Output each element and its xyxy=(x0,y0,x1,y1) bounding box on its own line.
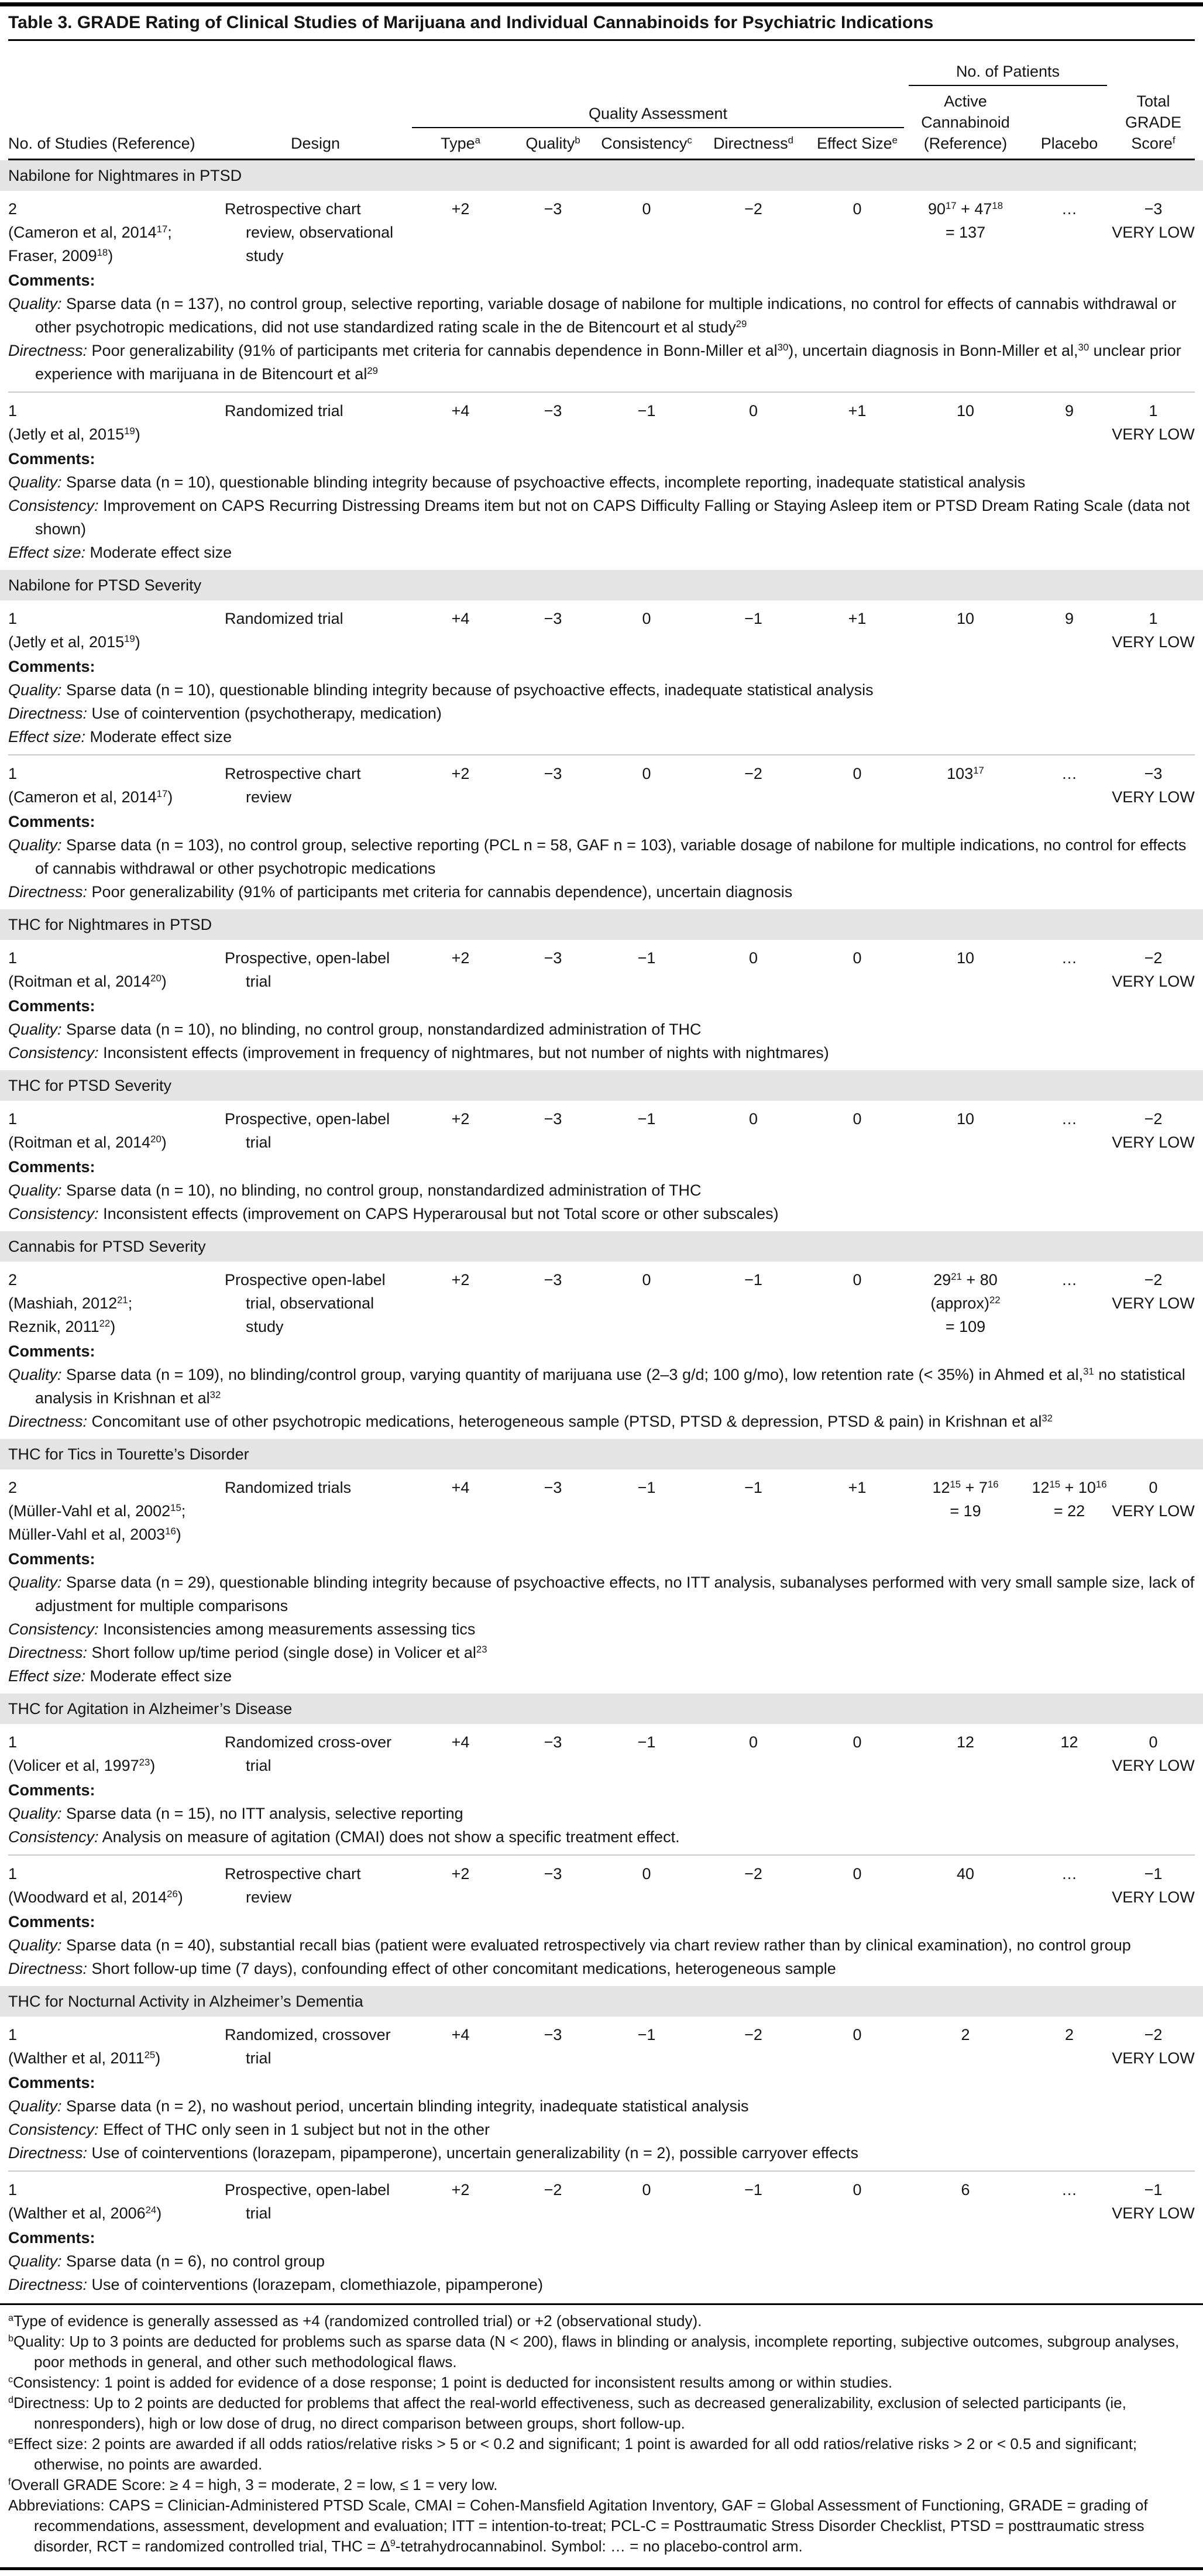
cell-consistency: −1 xyxy=(637,1110,656,1128)
cell-type: +2 xyxy=(451,1865,470,1883)
cell-type: +2 xyxy=(451,2181,470,2199)
comment-category: Directness: xyxy=(8,1413,88,1430)
comment-line: Quality: Sparse data (n = 29), questionable blinding integrity because of psychoactive effects, no ITT analysis, subanalyses performed with very small sample size, lack of adjustment for multiple comparisons xyxy=(8,1574,1195,1615)
comment-category: Quality: xyxy=(8,473,62,491)
cell-directness: −2 xyxy=(744,765,762,782)
comments-block xyxy=(8,269,1195,391)
comment-category: Quality: xyxy=(8,1574,62,1591)
comment-line: Directness: Use of cointerventions (lorazepam, clomethiazole, pipamperone) xyxy=(8,2276,543,2293)
comment-category: Quality: xyxy=(8,681,62,699)
section-header xyxy=(0,1439,1203,1469)
comments-block xyxy=(8,994,1195,1070)
cell-active-cannabinoid: 6 xyxy=(961,2181,970,2199)
footnote: $^a$Type of evidence is generally assessed as +4 (randomized controlled trial) or +2 (observational study). xyxy=(8,2312,702,2330)
cell-design: Prospective, open-label trial xyxy=(225,949,390,990)
cell-quality: −3 xyxy=(544,765,562,782)
cell-type: +2 xyxy=(451,1271,470,1289)
cell-quality: −3 xyxy=(544,1110,562,1128)
cell-studies: 1 (Cameron et al, 2014$^{17}$) xyxy=(8,765,173,806)
cell-quality: −3 xyxy=(544,1865,562,1883)
comment-line: Quality: Sparse data (n = 137), no control group, selective reporting, variable dosage of nabilone for multiple indications, no control for effects of cannabis withdrawal or other psychotropic medications, did not use standardized rating scale in the de Bitencourt et al study$^{29}$ xyxy=(8,295,1177,336)
comments-block xyxy=(8,1339,1195,1439)
comment-line: Quality: Sparse data (n = 10), no blinding, no control group, nonstandardized administration of THC xyxy=(8,1021,702,1038)
section-title: THC for PTSD Severity xyxy=(8,1077,172,1094)
section-header xyxy=(0,1231,1203,1262)
column-group-quality-assessment xyxy=(412,103,904,154)
comments-block xyxy=(8,1910,1195,1986)
cell-placebo: 9 xyxy=(1064,402,1074,420)
table-row xyxy=(8,1854,1195,1910)
cell-effect-size: +1 xyxy=(848,402,867,420)
cell-studies: 2 (Cameron et al, 2014$^{17}$; Fraser, 2009$^{18}$) xyxy=(8,200,172,265)
footnote: $^d$Directness: Up to 2 points are deducted for problems that affect the real-world effectiveness, such as decreased generalizability, exclusion of selected participants (ie, nonresponders), high or low dose of drug, no direct comparison between groups, short follow-up. xyxy=(8,2394,1126,2432)
comments-label: Comments: xyxy=(8,2229,95,2247)
cell-placebo: $12^{15} + 10^{16}$ = 22 xyxy=(1032,1478,1107,1520)
cell-studies: 2 (Müller-Vahl et al, 2002$^{15}$; Müller-Vahl et al, 2003$^{16}$) xyxy=(8,1479,186,1543)
cell-quality: −3 xyxy=(544,1479,562,1496)
comments-label: Comments: xyxy=(8,450,95,468)
cell-placebo: … xyxy=(1061,1865,1077,1883)
comment-category: Directness: xyxy=(8,1960,88,1977)
cell-quality: −3 xyxy=(544,610,562,627)
comment-category: Quality: xyxy=(8,295,62,312)
comments-label: Comments: xyxy=(8,1913,95,1931)
comments-label: Comments: xyxy=(8,813,95,830)
comment-category: Consistency: xyxy=(8,1620,99,1638)
comment-line: Quality: Sparse data (n = 103), no control group, selective reporting (PCL n = 58, GAF n = 103), variable dosage of nabilone for multiple indications, no control for effects of cannabis withdrawal or other psychotropic medications xyxy=(8,836,1187,877)
cell-design: Retrospective chart review xyxy=(225,765,361,806)
cell-total-grade: 0 VERY LOW xyxy=(1112,1479,1195,1520)
table-header xyxy=(8,41,1195,160)
cell-placebo: … xyxy=(1061,765,1077,782)
comment-category: Directness: xyxy=(8,2144,88,2162)
comment-category: Consistency: xyxy=(8,2121,99,2138)
comment-line: Directness: Poor generalizability (91% of participants met criteria for cannabis dependence in Bonn-Miller et $al^{30}$), uncertain diagnosis in Bonn-Miller et al,$^{30}$ unclear prior experience with marijuana in de Bitencourt et $al^{29}$ xyxy=(8,341,1181,383)
cell-studies: 1 (Roitman et al, 2014$^{20}$) xyxy=(8,1110,167,1151)
cell-placebo: … xyxy=(1061,200,1077,218)
paper-table-page xyxy=(0,2,1203,2570)
comments-label: Comments: xyxy=(8,1158,95,1176)
cell-active-cannabinoid: 12 xyxy=(956,1733,975,1751)
cell-consistency: 0 xyxy=(642,1865,651,1883)
comments-label: Comments: xyxy=(8,1781,95,1799)
comment-category: Quality: xyxy=(8,2097,62,2115)
table-row xyxy=(8,1469,1195,1547)
cell-quality: −3 xyxy=(544,200,562,218)
comments-block xyxy=(8,1155,1195,1231)
comment-line: Effect size: Moderate effect size xyxy=(8,728,232,746)
cell-quality: −3 xyxy=(544,1733,562,1751)
table-row xyxy=(8,600,1195,655)
cell-type: +4 xyxy=(451,610,470,627)
cell-type: +2 xyxy=(451,1110,470,1128)
comment-line: Quality: Sparse data (n = 10), no blinding, no control group, nonstandardized administration of THC xyxy=(8,1181,702,1199)
comment-line: Directness: Short follow-up time (7 days), confounding effect of other concomitant medications, heterogeneous sample xyxy=(8,1960,836,1977)
comment-category: Consistency: xyxy=(8,1044,99,1062)
section-header xyxy=(0,570,1203,600)
table-row xyxy=(8,2017,1195,2071)
comment-line: Quality: Sparse data (n = 10), questionable blinding integrity because of psychoactive effects, inadequate statistical analysis xyxy=(8,681,874,699)
column-header-design: Design xyxy=(290,135,341,152)
comments-label: Comments: xyxy=(8,272,95,289)
table-row xyxy=(8,391,1195,447)
column-header-total-grade-score: Total GRADE Score$^f$ xyxy=(1125,92,1182,152)
cell-consistency: 0 xyxy=(642,2181,651,2199)
column-header-type: Type$^a$ xyxy=(441,134,480,152)
comment-line: Quality: Sparse data (n = 10), questionable blinding integrity because of psychoactive effects, incomplete reporting, inadequate statistical analysis xyxy=(8,473,1026,491)
cell-design: Randomized trial xyxy=(225,610,343,627)
comment-line: Quality: Sparse data (n = 109), no blinding/control group, varying quantity of marijuana use (2–3 g/d; 100 g/mo), low retention rate (< 35%) in Ahmed et al,$^{31}$ no statistical analysis in Krishnan et $al^{32}$ xyxy=(8,1365,1185,1407)
cell-type: +2 xyxy=(451,200,470,218)
table-row xyxy=(8,1724,1195,1778)
cell-directness: −2 xyxy=(744,2026,762,2043)
cell-consistency: −1 xyxy=(637,949,656,967)
cell-type: +4 xyxy=(451,1479,470,1496)
comments-block xyxy=(8,655,1195,754)
comment-line: Effect size: Moderate effect size xyxy=(8,1667,232,1685)
cell-quality: −2 xyxy=(544,2181,562,2199)
cell-active-cannabinoid: $29^{21} + 80$ (approx)$^{22}$ = 109 xyxy=(930,1270,1001,1335)
cell-type: +2 xyxy=(451,765,470,782)
comments-block xyxy=(8,1547,1195,1694)
footnotes xyxy=(0,2303,1203,2564)
cell-effect-size: 0 xyxy=(853,1865,862,1883)
cell-directness: −1 xyxy=(744,1271,762,1289)
cell-consistency: 0 xyxy=(642,610,651,627)
cell-type: +4 xyxy=(451,2026,470,2043)
comment-line: Effect size: Moderate effect size xyxy=(8,544,232,561)
cell-effect-size: 0 xyxy=(853,949,862,967)
quality-assessment-spanner: Quality Assessment xyxy=(412,103,904,128)
cell-active-cannabinoid: 10 xyxy=(956,610,975,627)
cell-effect-size: 0 xyxy=(853,1110,862,1128)
comment-line: Quality: Sparse data (n = 2), no washout period, uncertain blinding integrity, inadequate statistical analysis xyxy=(8,2097,749,2115)
cell-effect-size: 0 xyxy=(853,765,862,782)
column-header-active-cannabinoid: Active Cannabinoid (Reference) xyxy=(921,92,1010,152)
cell-studies: 1 (Jetly et al, 2015$^{19}$) xyxy=(8,610,140,651)
comment-line: Quality: Sparse data (n = 15), no ITT analysis, selective reporting xyxy=(8,1805,463,1822)
cell-studies: 1 (Walther et al, 2006$^{24}$) xyxy=(8,2181,162,2222)
footnote: $^e$Effect size: 2 points are awarded if all odds ratios/relative risks > 5 or < 0.2 and significant; 1 point is awarded for all odd ratios/relative risks > 2 or < 0.5 and significant; otherwise, no points are awarded. xyxy=(8,2435,1137,2473)
comment-line: Directness: Use of cointerventions (lorazepam, pipamperone), uncertain generalizability (n = 2), possible carryover effects xyxy=(8,2144,858,2162)
comment-category: Quality: xyxy=(8,1936,62,1954)
cell-effect-size: +1 xyxy=(848,610,867,627)
no-of-patients-spanner: No. of Patients xyxy=(909,61,1107,86)
comment-category: Directness: xyxy=(8,342,88,359)
cell-studies: 1 (Woodward et al, 2014$^{26}$) xyxy=(8,1865,183,1906)
cell-active-cannabinoid: 10 xyxy=(956,1110,975,1128)
table-body xyxy=(8,160,1195,2302)
column-header-placebo: Placebo xyxy=(1040,135,1098,152)
cell-active-cannabinoid: 2 xyxy=(961,2026,970,2043)
cell-studies: 1 (Walther et al, 2011$^{25}$) xyxy=(8,2026,161,2067)
cell-directness: −2 xyxy=(744,1865,762,1883)
cell-active-cannabinoid: $90^{17} + 47^{18}$ = 137 xyxy=(927,200,1003,241)
quality-assessment-subheaders xyxy=(412,133,904,154)
section-title: THC for Nocturnal Activity in Alzheimer’s Dementia xyxy=(8,1993,363,2010)
table-row xyxy=(8,1101,1195,1155)
comments-block xyxy=(8,2071,1195,2170)
comment-category: Consistency: xyxy=(8,1205,99,1222)
cell-consistency: −1 xyxy=(637,402,656,420)
comment-category: Directness: xyxy=(8,705,88,722)
cell-effect-size: 0 xyxy=(853,2026,862,2043)
section-header xyxy=(0,160,1203,191)
cell-design: Retrospective chart review xyxy=(225,1865,361,1906)
cell-total-grade: −3 VERY LOW xyxy=(1112,765,1195,806)
comment-line: Consistency: Effect of THC only seen in 1 subject but not in the other xyxy=(8,2121,490,2138)
comment-line: Directness: Short follow up/time period (single dose) in Volicer et $al^{23}$ xyxy=(8,1643,487,1661)
bottom-rule xyxy=(0,2567,1203,2570)
comment-line: Directness: Concomitant use of other psychotropic medications, heterogeneous sample (PTSD, PTSD & depression, PTSD & pain) in Krishnan et $al^{32}$ xyxy=(8,1412,1053,1430)
cell-design: Prospective open-label trial, observational study xyxy=(225,1271,386,1335)
comment-category: Effect size: xyxy=(8,728,86,746)
cell-total-grade: −1 VERY LOW xyxy=(1112,2181,1195,2222)
table-row xyxy=(8,191,1195,269)
cell-active-cannabinoid: 10 xyxy=(956,402,975,420)
section-header xyxy=(0,1986,1203,2017)
section-title: THC for Agitation in Alzheimer’s Disease xyxy=(8,1700,293,1718)
footnote: $^f$Overall GRADE Score: ≥ 4 = high, 3 = moderate, 2 = low, ≤ 1 = very low. xyxy=(8,2476,498,2493)
comment-line: Directness: Use of cointervention (psychotherapy, medication) xyxy=(8,705,442,722)
cell-design: Randomized trials xyxy=(225,1479,352,1496)
comment-line: Consistency: Inconsistencies among measurements assessing tics xyxy=(8,1620,476,1638)
cell-total-grade: −3 VERY LOW xyxy=(1112,200,1195,241)
cell-placebo: … xyxy=(1061,2181,1077,2199)
cell-directness: 0 xyxy=(748,1110,758,1128)
cell-design: Prospective, open-label trial xyxy=(225,1110,390,1151)
section-header xyxy=(0,1694,1203,1724)
cell-total-grade: −1 VERY LOW xyxy=(1112,1865,1195,1906)
no-of-patients-subheaders xyxy=(904,91,1112,154)
comment-category: Quality: xyxy=(8,1366,62,1383)
cell-total-grade: 0 VERY LOW xyxy=(1112,1733,1195,1774)
comment-category: Effect size: xyxy=(8,544,86,561)
cell-directness: −1 xyxy=(744,1479,762,1496)
cell-consistency: −1 xyxy=(637,2026,656,2043)
cell-type: +2 xyxy=(451,949,470,967)
cell-design: Randomized cross-over trial xyxy=(225,1733,392,1774)
table-row xyxy=(8,1262,1195,1339)
cell-directness: −2 xyxy=(744,200,762,218)
column-header-studies: No. of Studies (Reference) xyxy=(8,135,195,152)
table-row xyxy=(8,940,1195,994)
column-header-directness: Directness$^d$ xyxy=(713,134,793,152)
comment-category: Effect size: xyxy=(8,1667,86,1685)
cell-total-grade: −2 VERY LOW xyxy=(1112,949,1195,990)
cell-active-cannabinoid: 40 xyxy=(956,1865,975,1883)
cell-placebo: … xyxy=(1061,1271,1077,1289)
section-title: THC for Tics in Tourette’s Disorder xyxy=(8,1445,249,1463)
column-header-quality: Quality$^b$ xyxy=(525,134,580,152)
footnote: $^c$Consistency: 1 point is added for evidence of a dose response; 1 point is deducted for inconsistent results among or within studies. xyxy=(8,2374,893,2391)
cell-placebo: 9 xyxy=(1064,610,1074,627)
cell-effect-size: 0 xyxy=(853,1271,862,1289)
cell-total-grade: −2 VERY LOW xyxy=(1112,1271,1195,1312)
cell-quality: −3 xyxy=(544,402,562,420)
cell-placebo: 2 xyxy=(1064,2026,1074,2043)
cell-studies: 1 (Jetly et al, 2015$^{19}$) xyxy=(8,402,140,443)
comments-label: Comments: xyxy=(8,1550,95,1568)
cell-total-grade: 1 VERY LOW xyxy=(1112,402,1195,443)
section-title: Nabilone for Nightmares in PTSD xyxy=(8,167,242,184)
comment-category: Directness: xyxy=(8,2276,88,2293)
table-title: Table 3. GRADE Rating of Clinical Studies of Marijuana and Individual Cannabinoids for Psychiatric Indications xyxy=(8,6,1195,41)
cell-consistency: 0 xyxy=(642,765,651,782)
cell-design: Randomized, crossover trial xyxy=(225,2026,391,2067)
comments-block xyxy=(8,2226,1195,2302)
cell-design: Retrospective chart review, observational study xyxy=(225,200,394,265)
comments-label: Comments: xyxy=(8,2074,95,2091)
comments-block xyxy=(8,1778,1195,1854)
cell-effect-size: 0 xyxy=(853,1733,862,1751)
table-row xyxy=(8,754,1195,810)
comment-category: Quality: xyxy=(8,836,62,854)
section-title: Nabilone for PTSD Severity xyxy=(8,576,202,594)
comment-category: Quality: xyxy=(8,2252,62,2270)
cell-studies: 1 (Roitman et al, 2014$^{20}$) xyxy=(8,949,167,990)
cell-directness: 0 xyxy=(748,1733,758,1751)
section-header xyxy=(0,909,1203,940)
cell-studies: 2 (Mashiah, 2012$^{21}$; Reznik, 2011$^{22}$) xyxy=(8,1271,133,1335)
section-title: THC for Nightmares in PTSD xyxy=(8,916,212,933)
cell-total-grade: 1 VERY LOW xyxy=(1112,610,1195,651)
cell-placebo: … xyxy=(1061,1110,1077,1128)
cell-placebo: 12 xyxy=(1060,1733,1078,1751)
comments-label: Comments: xyxy=(8,1342,95,1360)
column-group-no-of-patients xyxy=(904,61,1112,154)
comment-line: Consistency: Inconsistent effects (improvement in frequency of nightmares, but not number of nights with nightmares) xyxy=(8,1044,829,1062)
footnote: Abbreviations: CAPS = Clinician-Administered PTSD Scale, CMAI = Cohen-Mansfield Agitation Inventory, GAF = Global Assessment of Functioning, GRADE = grading of recommendations, assessment, development and evaluation; ITT = intention-to-treat; PCL-C = Posttraumatic Stress Disorder Checklist, PTSD = posttraumatic stress disorder, RCT = randomized controlled trial, THC = $\Delta^9$-tetrahydrocannabinol. Symbol: … = no placebo-control arm. xyxy=(8,2496,1148,2555)
comments-block xyxy=(8,810,1195,909)
section-title: Cannabis for PTSD Severity xyxy=(8,1238,206,1255)
cell-type: +4 xyxy=(451,402,470,420)
cell-directness: −1 xyxy=(744,2181,762,2199)
comment-category: Consistency: xyxy=(8,1828,99,1846)
cell-placebo: … xyxy=(1061,949,1077,967)
comment-line: Quality: Sparse data (n = 40), substantial recall bias (patient were evaluated retrospectively via chart review rather than by clinical examination), no control group xyxy=(8,1936,1131,1954)
cell-type: +4 xyxy=(451,1733,470,1751)
cell-quality: −3 xyxy=(544,2026,562,2043)
cell-effect-size: 0 xyxy=(853,200,862,218)
comment-category: Directness: xyxy=(8,883,88,901)
comment-line: Quality: Sparse data (n = 6), no control group xyxy=(8,2252,325,2270)
column-header-consistency: Consistency$^c$ xyxy=(601,134,692,152)
cell-consistency: −1 xyxy=(637,1733,656,1751)
cell-active-cannabinoid: $12^{15} + 7^{16}$ = 19 xyxy=(932,1478,999,1520)
cell-total-grade: −2 VERY LOW xyxy=(1112,2026,1195,2067)
comment-category: Quality: xyxy=(8,1181,62,1199)
cell-consistency: 0 xyxy=(642,1271,651,1289)
cell-studies: 1 (Volicer et al, 1997$^{23}$) xyxy=(8,1733,156,1774)
comment-category: Consistency: xyxy=(8,497,99,514)
comment-line: Consistency: Improvement on CAPS Recurring Distressing Dreams item but not on CAPS Difficulty Falling or Staying Asleep item or PTSD Dream Rating Scale (data not shown) xyxy=(8,497,1190,538)
cell-effect-size: +1 xyxy=(848,1479,867,1496)
comments-label: Comments: xyxy=(8,658,95,675)
cell-active-cannabinoid: $103^{17}$ xyxy=(947,764,984,782)
cell-total-grade: −2 VERY LOW xyxy=(1112,1110,1195,1151)
cell-consistency: −1 xyxy=(637,1479,656,1496)
comment-category: Directness: xyxy=(8,1644,88,1661)
top-rule xyxy=(0,2,1203,6)
comment-category: Quality: xyxy=(8,1805,62,1822)
cell-quality: −3 xyxy=(544,1271,562,1289)
cell-directness: −1 xyxy=(744,610,762,627)
cell-effect-size: 0 xyxy=(853,2181,862,2199)
comment-line: Directness: Poor generalizability (91% of participants met criteria for cannabis dependence), uncertain diagnosis xyxy=(8,883,793,901)
cell-quality: −3 xyxy=(544,949,562,967)
comment-line: Consistency: Inconsistent effects (improvement on CAPS Hyperarousal but not Total score or other subscales) xyxy=(8,1205,779,1222)
cell-design: Randomized trial xyxy=(225,402,343,420)
cell-design: Prospective, open-label trial xyxy=(225,2181,390,2222)
comment-line: Consistency: Analysis on measure of agitation (CMAI) does not show a specific treatment effect. xyxy=(8,1828,680,1846)
cell-active-cannabinoid: 10 xyxy=(956,949,975,967)
comments-label: Comments: xyxy=(8,997,95,1015)
comments-block xyxy=(8,447,1195,570)
cell-directness: 0 xyxy=(748,402,758,420)
cell-directness: 0 xyxy=(748,949,758,967)
section-header xyxy=(0,1070,1203,1101)
footnote: $^b$Quality: Up to 3 points are deducted for problems such as sparse data (N < 200), flaws in blinding or analysis, incomplete reporting, subjective outcomes, subgroup analyses, poor methods in general, and other such methodological flaws. xyxy=(8,2333,1180,2371)
comment-category: Quality: xyxy=(8,1021,62,1038)
cell-consistency: 0 xyxy=(642,200,651,218)
table-row xyxy=(8,2170,1195,2226)
column-header-effect-size: Effect Size$^e$ xyxy=(817,134,898,152)
